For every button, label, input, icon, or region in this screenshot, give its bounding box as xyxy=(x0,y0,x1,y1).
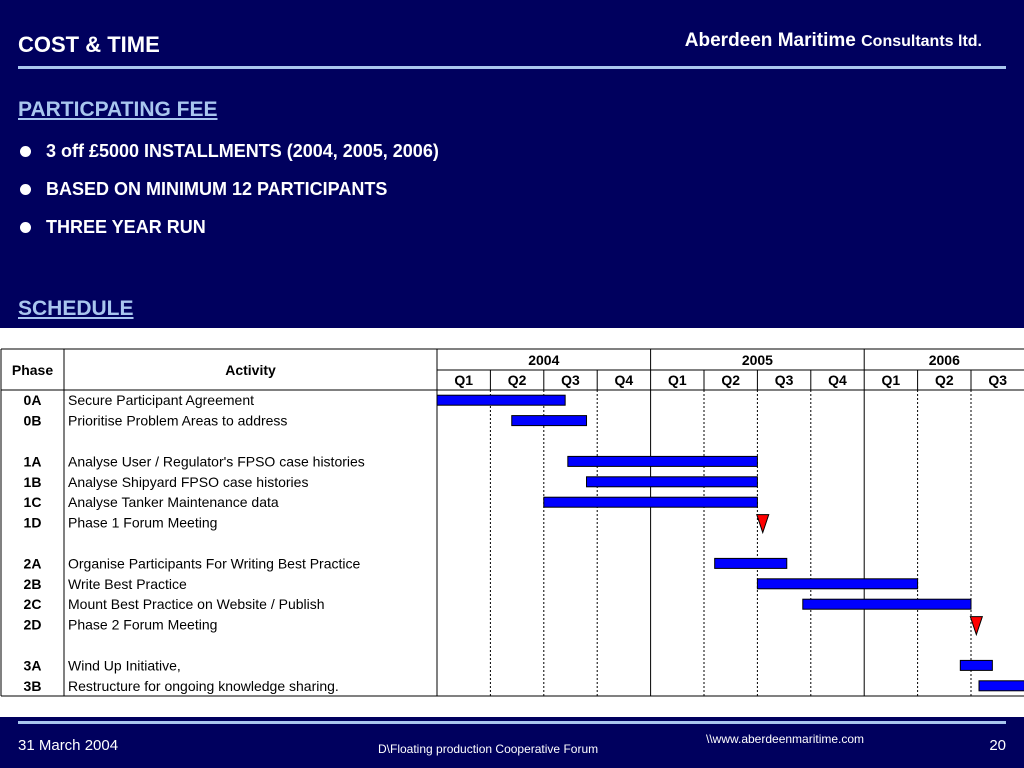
phase-code: 0A xyxy=(23,392,42,409)
gantt-bar xyxy=(803,599,971,609)
company-suffix: Consultants ltd. xyxy=(861,33,982,50)
phase-code: 2D xyxy=(23,616,42,633)
gantt-bar xyxy=(757,579,917,589)
quarter-label: Q1 xyxy=(454,372,474,388)
footer-url[interactable]: \\www.aberdeenmaritime.com xyxy=(706,732,865,746)
fee-bullet: 3 off £5000 INSTALLMENTS (2004, 2005, 2006) xyxy=(18,138,439,176)
gantt-bar xyxy=(587,477,758,487)
quarter-label: Q3 xyxy=(988,372,1008,388)
phase-code: 1A xyxy=(23,453,42,470)
bullet-dot-icon xyxy=(20,222,31,233)
quarter-label: Q4 xyxy=(828,372,847,388)
gantt-bar xyxy=(512,416,587,426)
footer-file-path: D\Floating production Cooperative Forum xyxy=(378,742,599,756)
activity-label: Phase 2 Forum Meeting xyxy=(68,616,218,633)
quarter-label: Q1 xyxy=(881,372,901,388)
gantt-chart xyxy=(0,328,1024,717)
header-activity: Activity xyxy=(225,362,276,378)
fee-bullet-list xyxy=(18,138,439,252)
activity-label: Organise Participants For Writing Best Practice xyxy=(68,555,361,572)
quarter-label: Q2 xyxy=(721,372,741,388)
phase-code: 2C xyxy=(23,596,42,613)
year-label: 2004 xyxy=(528,352,560,368)
schedule-heading: SCHEDULE xyxy=(18,297,134,320)
phase-code: 3A xyxy=(23,657,42,674)
footer-date: 31 March 2004 xyxy=(18,737,119,754)
milestone-icon xyxy=(970,617,982,635)
activity-label: Analyse Shipyard FPSO case histories xyxy=(68,473,309,490)
header-divider xyxy=(18,66,1006,69)
quarter-label: Q3 xyxy=(561,372,580,388)
quarter-label: Q2 xyxy=(507,372,527,388)
gantt-bar xyxy=(544,497,758,507)
quarter-label: Q2 xyxy=(934,372,954,388)
gantt-bar xyxy=(960,660,992,670)
company-name xyxy=(685,30,982,52)
activity-label: Prioritise Problem Areas to address xyxy=(68,412,288,429)
quarter-label: Q1 xyxy=(667,372,687,388)
phase-code: 3B xyxy=(23,677,42,694)
activity-label: Phase 1 Forum Meeting xyxy=(68,514,218,531)
year-label: 2005 xyxy=(741,352,773,368)
phase-code: 2B xyxy=(23,575,42,592)
phase-code: 0B xyxy=(23,412,42,429)
phase-code: 1C xyxy=(23,494,42,511)
fee-heading: PARTICPATING FEE xyxy=(18,98,218,121)
phase-code: 1D xyxy=(23,514,42,531)
bullet-dot-icon xyxy=(20,146,31,157)
year-label: 2006 xyxy=(928,352,960,368)
slide-title: COST & TIME xyxy=(18,32,160,57)
activity-label: Wind Up Initiative, xyxy=(68,657,181,674)
footer-divider xyxy=(18,721,1006,724)
fee-bullet: THREE YEAR RUN xyxy=(18,214,439,252)
activity-label: Analyse User / Regulator's FPSO case histories xyxy=(68,453,365,470)
company-main: Aberdeen Maritime xyxy=(684,30,856,51)
activity-label: Write Best Practice xyxy=(68,575,187,592)
schedule-panel xyxy=(0,328,1024,717)
gantt-bar xyxy=(437,395,565,405)
phase-code: 2A xyxy=(23,555,42,572)
quarter-label: Q3 xyxy=(774,372,794,388)
activity-label: Mount Best Practice on Website / Publish xyxy=(68,596,325,613)
gantt-bar xyxy=(979,681,1024,691)
activity-label: Analyse Tanker Maintenance data xyxy=(68,494,279,511)
fee-bullet: BASED ON MINIMUM 12 PARTICIPANTS xyxy=(18,176,439,214)
phase-code: 1B xyxy=(23,473,42,490)
milestone-icon xyxy=(757,515,769,533)
page-number: 20 xyxy=(989,737,1006,754)
gantt-bar xyxy=(715,558,787,568)
header-phase: Phase xyxy=(11,362,54,378)
activity-label: Secure Participant Agreement xyxy=(68,392,254,409)
bullet-dot-icon xyxy=(20,184,31,195)
quarter-label: Q4 xyxy=(614,372,634,388)
activity-label: Restructure for ongoing knowledge sharing. xyxy=(68,677,339,694)
gantt-bar xyxy=(568,456,758,466)
